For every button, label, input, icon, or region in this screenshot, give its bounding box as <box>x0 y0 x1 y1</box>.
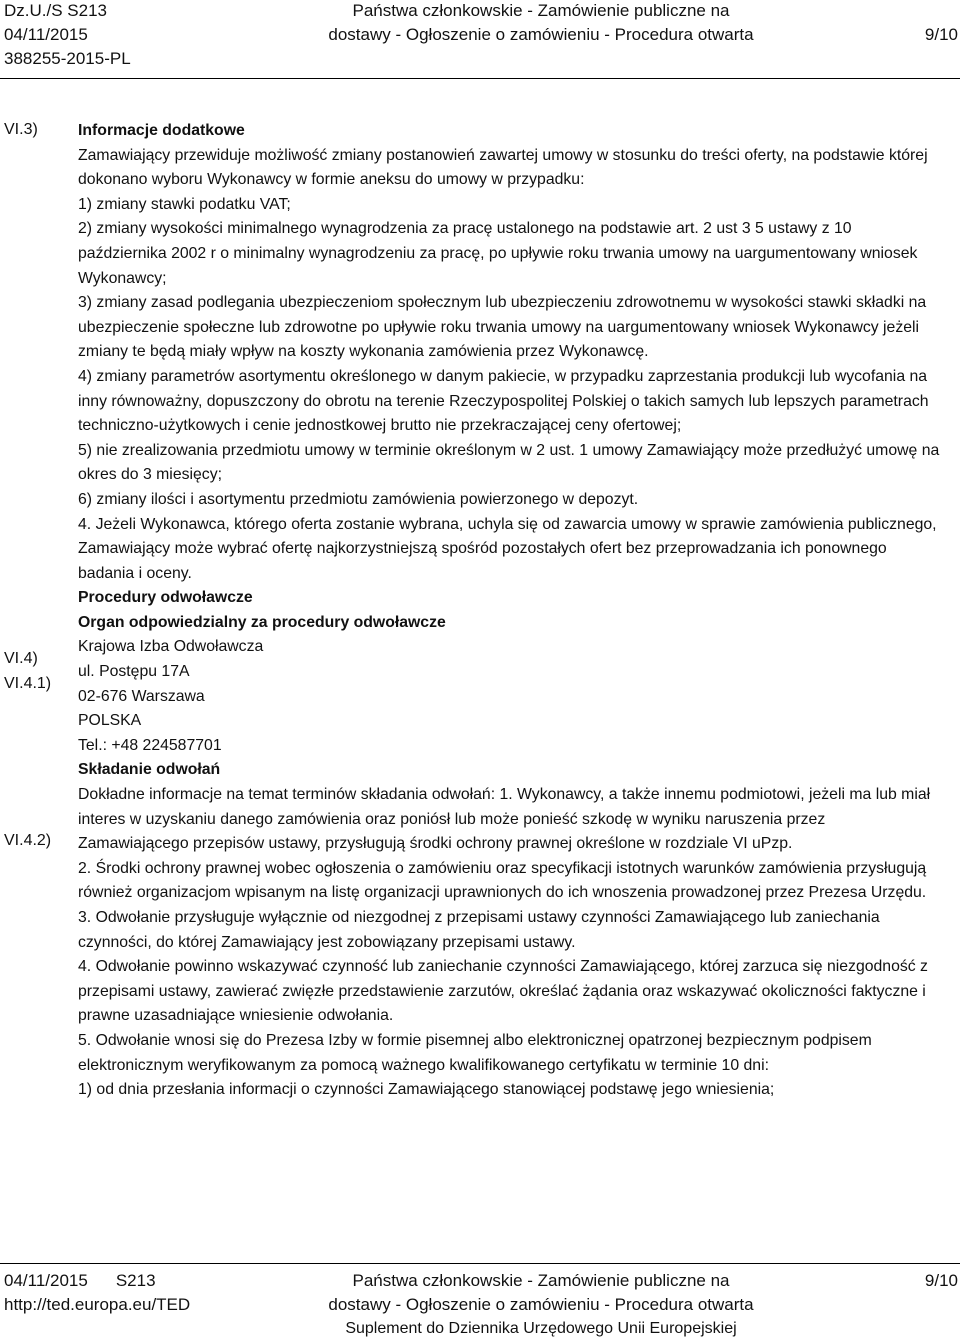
additional-info-point-4: 4. Jeżeli Wykonawca, którego oferta zostanie wybrana, uchyla się od zawarcia umowy w sprawie zamówienia publicznego, Zamawiający może wybrać ofertę najkorzystniejszą spośród pozostałych ofert bez przeprowadzania ich ponownego badania i oceny. <box>78 515 937 582</box>
review-body-name: Krajowa Izba Odwoławcza <box>78 638 264 656</box>
header-journal-ref: Dz.U./S S213 <box>4 1 107 20</box>
footer-date: 04/11/2015 <box>4 1271 88 1290</box>
section-number-vi41: VI.4.1) <box>4 675 52 692</box>
footer-title-line3: Suplement do Dziennika Urzędowego Unii Europejskiej <box>345 1320 737 1337</box>
footer-title-line1: Państwa członkowskie - Zamówienie publiczne na <box>352 1271 730 1290</box>
appeals-heading: Składanie odwołań <box>78 761 221 779</box>
section-number-vi4: VI.4) <box>4 650 38 667</box>
footer-title-line2: dostawy - Ogłoszenie o zamówieniu - Procedura otwarta <box>328 1295 754 1314</box>
additional-info-item-2: 2) zmiany wysokości minimalnego wynagrodzenia za pracę ustalonego na podstawie art. 2 ust 3 5 ustawy z 10 października 2002 r o minimalny wynagrodzeniu za pracę, po upływie roku trwania umowy na uargumentowany wniosek Wykonawcy; <box>78 220 918 287</box>
review-body-country: POLSKA <box>78 712 142 730</box>
appeals-paragraph-3: 3. Odwołanie przysługuje wyłącznie od niezgodnej z przepisami ustawy czynności Zamawiającego lub zaniechania czynności, do której Zamawiający jest zobowiązany przepisami ustawy. <box>78 909 880 951</box>
additional-info-item-1: 1) zmiany stawki podatku VAT; <box>78 195 291 213</box>
footer-left <box>4 1270 190 1318</box>
header-title <box>310 0 772 48</box>
footer-divider <box>0 1263 960 1264</box>
additional-info-heading: Informacje dodatkowe <box>78 122 245 139</box>
review-body-heading: Organ odpowiedzialny za procedury odwoławcze <box>78 613 446 631</box>
header-notice-number: 388255-2015-PL <box>4 49 131 68</box>
review-body-city: 02-676 Warszawa <box>78 687 205 705</box>
footer-page-number: 9/10 <box>924 1271 958 1290</box>
footer-series: S213 <box>115 1271 156 1290</box>
footer-title <box>310 1270 772 1342</box>
header-divider <box>0 78 960 79</box>
header-title-line1: Państwa członkowskie - Zamówienie publiczne na <box>352 1 730 20</box>
footer-url[interactable]: http://ted.europa.eu/TED <box>4 1295 191 1314</box>
header-reference <box>4 0 131 72</box>
header-page-number: 9/10 <box>924 25 958 44</box>
appeals-paragraph-2: 2. Środki ochrony prawnej wobec ogłoszenia o zamówieniu oraz specyfikacji istotnych warunków zamówienia przysługują również organizacjom wpisanym na listę organizacji uprawnionych do ich wnoszenia prowadzonej przez Prezesa Urzędu. <box>78 859 927 902</box>
additional-info-item-5: 5) nie zrealizowania przedmiotu umowy w terminie określonym w 2 ust. 1 umowy Zamawiający może przedłużyć umowę na okres do 3 miesięcy; <box>78 441 940 484</box>
header-title-line2: dostawy - Ogłoszenie o zamówieniu - Procedura otwarta <box>328 25 754 44</box>
review-procedures-heading: Procedury odwoławcze <box>78 589 253 607</box>
additional-info-intro: Zamawiający przewiduje możliwość zmiany postanowień zawartej umowy w stosunku do treści oferty, na podstawie której dokonano wyboru Wykonawcy w formie aneksu do umowy w przypadku: <box>78 146 928 189</box>
appeals-paragraph-5: 5. Odwołanie wnosi się do Prezesa Izby w formie pisemnej albo elektronicznej opatrzonej bezpiecznym podpisem elektronicznym weryfikowanym za pomocą ważnego kwalifikowanego certyfikatu w terminie 10 dni: <box>78 1031 872 1074</box>
review-body-street: ul. Postępu 17A <box>78 663 190 681</box>
appeals-paragraph-1: Dokładne informacje na temat terminów składania odwołań: 1. Wykonawcy, a także innemu podmiotowi, jeżeli ma lub miał interes w uzyskaniu danego zamówienia oraz poniósł lub może ponieść szkodę w wyniku naruszenia przez Zamawiającego przepisów ustawy, przysługują środki ochrony prawnej określone w rozdziale VI uPzp. <box>78 786 931 853</box>
additional-info-item-6: 6) zmiany ilości i asortymentu przedmiotu zamówienia powierzonego w depozyt. <box>78 490 639 508</box>
section-number-vi3: VI.3) <box>4 121 38 138</box>
appeals-paragraph-4: 4. Odwołanie powinno wskazywać czynność lub zaniechanie czynności Zamawiającego, której zarzuca się niezgodność z przepisami ustawy, zawierać zwięzłe przedstawienie zarzutów, określać żądania oraz wskazywać okoliczności faktyczne i prawne uzasadniające wniesienie odwołania. <box>78 958 928 1025</box>
main-content <box>78 119 940 1103</box>
appeals-paragraph-6: 1) od dnia przesłania informacji o czynności Zamawiającego stanowiącej podstawę jego wniesienia; <box>78 1081 775 1099</box>
additional-info-item-3: 3) zmiany zasad podlegania ubezpieczeniom społecznym lub ubezpieczeniu zdrowotnemu w wysokości stawki składki na ubezpieczenie społeczne lub zdrowotne po upływie roku trwania umowy na uargumentowany wniosek Wykonawcy jeżeli zmiany te będą miały wpływ na koszty wykonania zamówienia przez Wykonawcę. <box>78 294 927 361</box>
section-number-vi42: VI.4.2) <box>4 832 52 849</box>
footer-date-series <box>4 1270 190 1294</box>
review-body-phone: Tel.: +48 224587701 <box>78 736 222 754</box>
additional-info-item-4: 4) zmiany parametrów asortymentu określonego w danym pakiecie, w przypadku zaprzestania produkcji lub wycofania na inny równoważny, dopuszczony do obrotu na terenie Rzeczypospolitej Polskiej o takich samych lub lepszych parametrach techniczno-użytkowych i cenie jednostkowej brutto nie przekraczającej ceny ofertowej; <box>78 367 929 435</box>
header-date: 04/11/2015 <box>4 25 88 44</box>
